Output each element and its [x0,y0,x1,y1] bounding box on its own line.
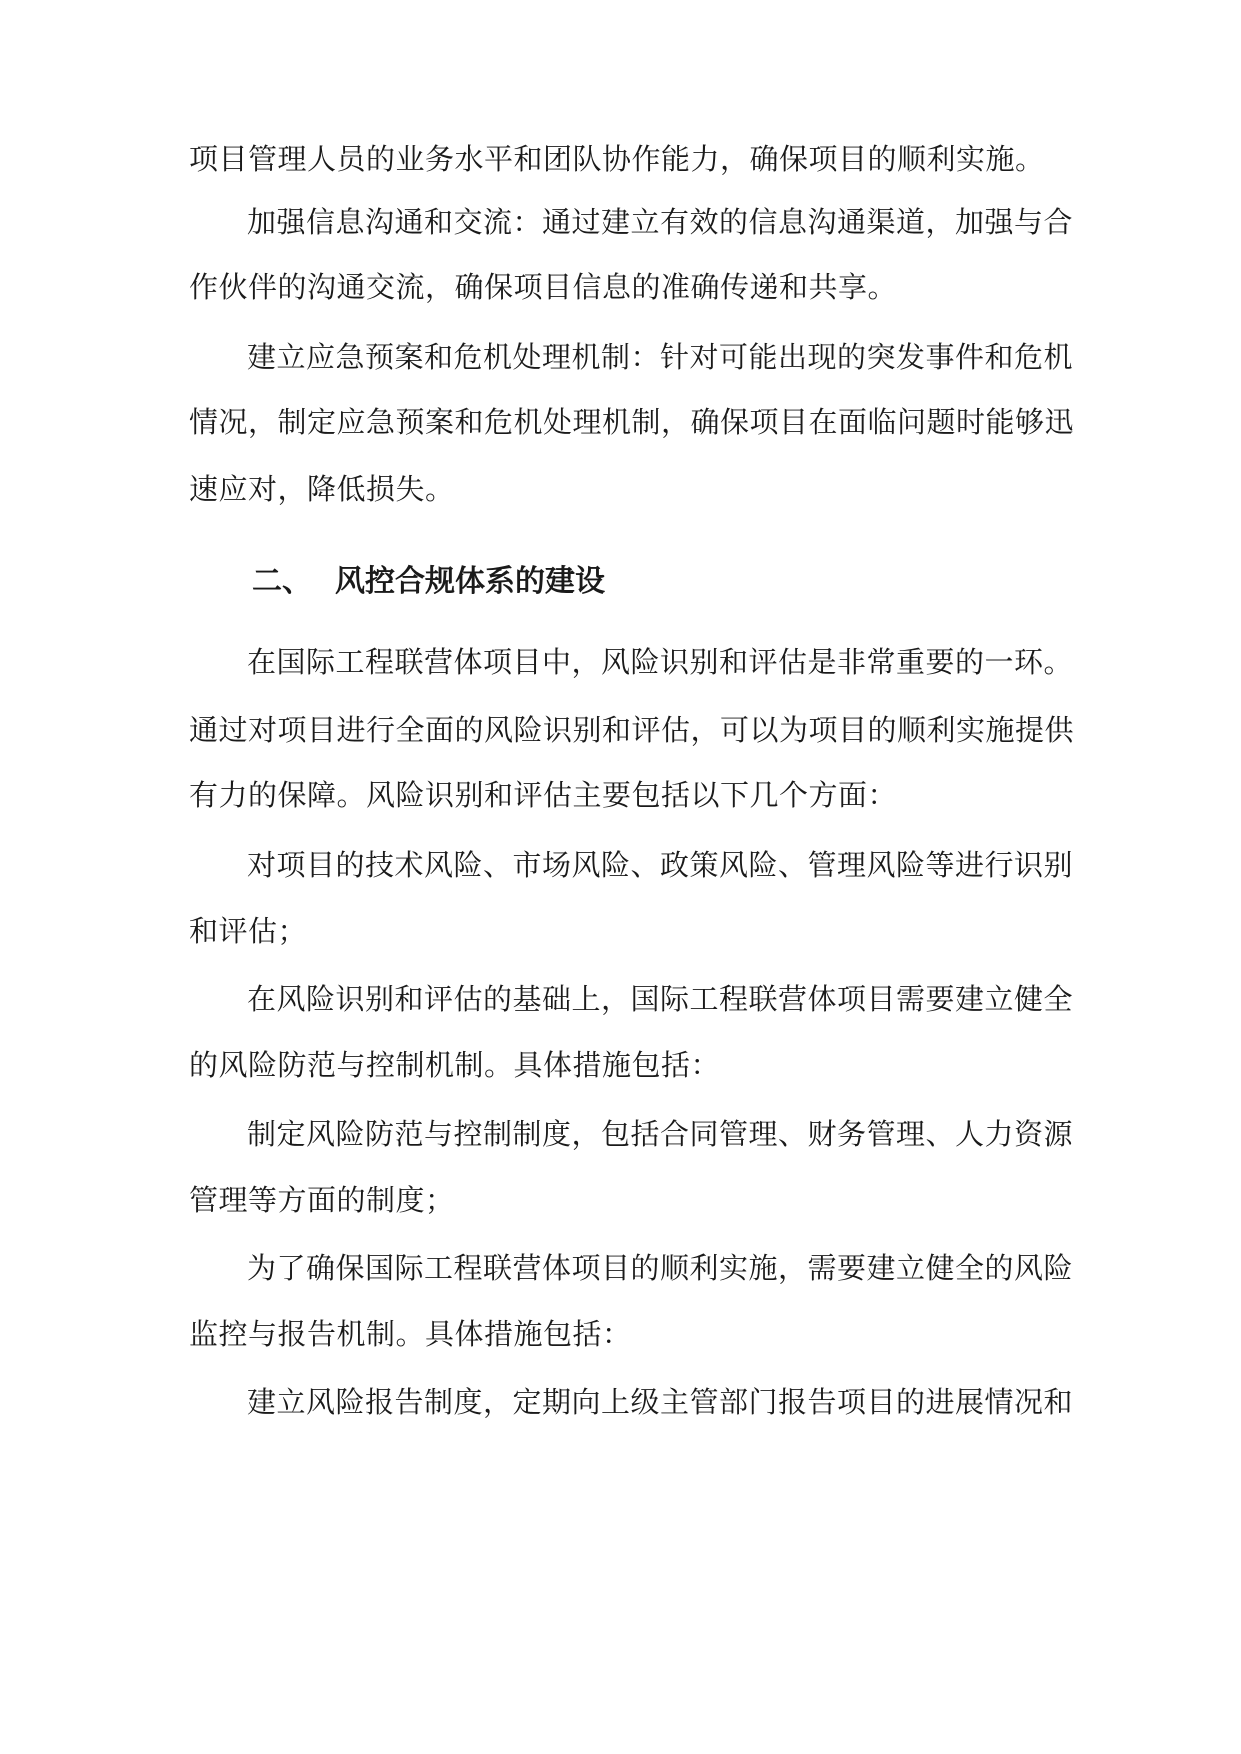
paragraph-line: 通过对项目进行全面的风险识别和评估，可以为项目的顺利实施提供 [189,713,1075,747]
paragraph-line: 建立应急预案和危机处理机制：针对可能出现的突发事件和危机 [247,340,1074,374]
paragraph-line: 的风险防范与控制机制。具体措施包括： [189,1048,721,1082]
paragraph-line: 为了确保国际工程联营体项目的顺利实施，需要建立健全的风险 [247,1251,1074,1285]
paragraph-line: 速应对，降低损失。 [189,472,455,506]
paragraph-line: 监控与报告机制。具体措施包括： [189,1317,632,1351]
paragraph-line: 在国际工程联营体项目中，风险识别和评估是非常重要的一环。 [247,645,1074,679]
paragraph-line: 有力的保障。风险识别和评估主要包括以下几个方面： [189,778,898,812]
section-title: 风控合规体系的建设 [335,564,605,599]
paragraph-line: 作伙伴的沟通交流，确保项目信息的准确传递和共享。 [189,270,898,304]
paragraph-line: 项目管理人员的业务水平和团队协作能力，确保项目的顺利实施。 [189,142,1045,176]
paragraph-line: 和评估； [189,914,308,948]
paragraph-line: 制定风险防范与控制制度，包括合同管理、财务管理、人力资源 [247,1117,1074,1151]
paragraph-line: 建立风险报告制度，定期向上级主管部门报告项目的进展情况和 [247,1385,1074,1419]
paragraph-line: 在风险识别和评估的基础上，国际工程联营体项目需要建立健全 [247,982,1074,1016]
section-number: 二、 [252,564,312,599]
paragraph-line: 对项目的技术风险、市场风险、政策风险、管理风险等进行识别 [247,848,1074,882]
paragraph-line: 管理等方面的制度； [189,1183,455,1217]
paragraph-line: 情况，制定应急预案和危机处理机制，确保项目在面临问题时能够迅 [189,405,1075,439]
paragraph-line: 加强信息沟通和交流：通过建立有效的信息沟通渠道，加强与合 [247,205,1074,239]
